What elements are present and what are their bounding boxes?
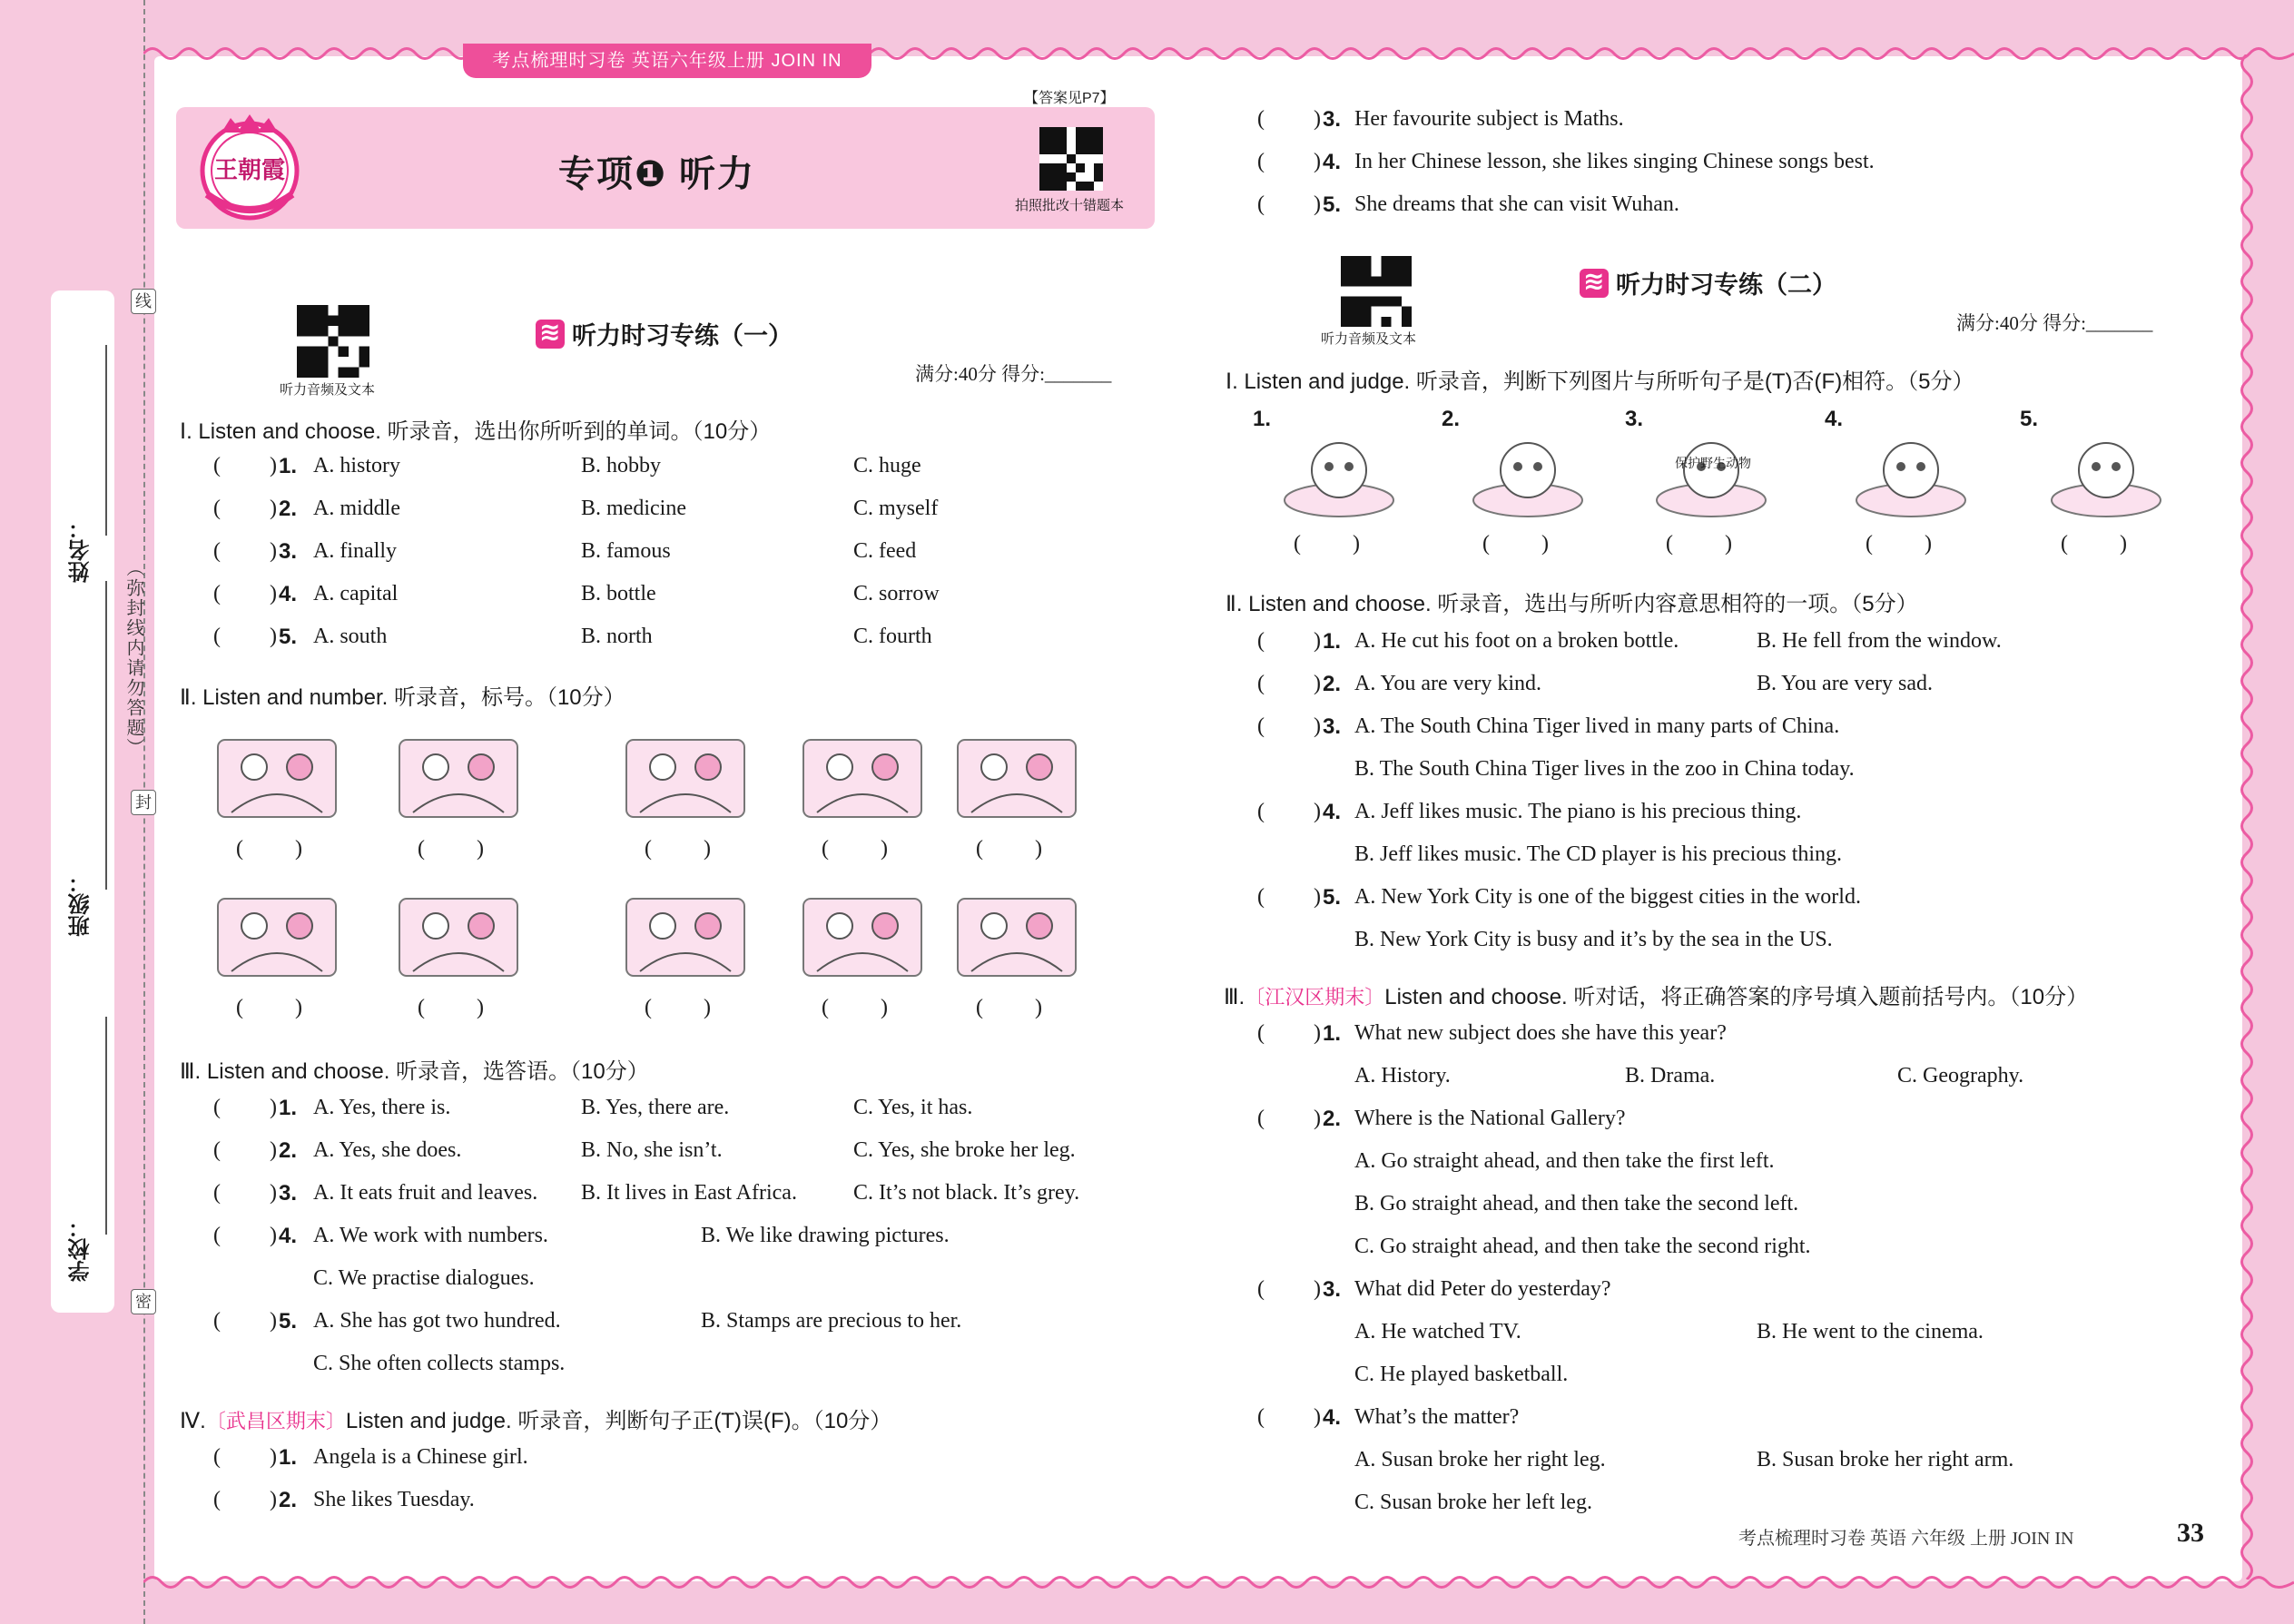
school-field[interactable]	[105, 1017, 107, 1235]
answer-blank[interactable]: (	[1257, 1277, 1265, 1301]
answer-blank-close: )	[270, 1488, 277, 1511]
option-a: A. The South China Tiger lived in many parts of China.	[1354, 714, 1840, 738]
answer-blank[interactable]: (	[1257, 714, 1265, 738]
audio-qr-caption-left: 听力音频及文本	[280, 382, 376, 398]
part4-num: Ⅳ.	[180, 1409, 206, 1433]
answer-blank[interactable]: (	[236, 837, 243, 861]
option-b: B. medicine	[581, 497, 686, 520]
answer-blank-close: )	[1314, 800, 1321, 823]
grading-qr-code[interactable]	[1039, 127, 1103, 191]
question-number: 2.	[1323, 672, 1342, 696]
section-title-text: 听力时习专练（一）	[572, 322, 793, 349]
question-number: 4.	[1323, 800, 1342, 824]
answer-blank[interactable]: (	[213, 1445, 221, 1469]
children-playing-picture	[390, 885, 527, 985]
option-c: C. myself	[853, 497, 939, 520]
option-a: A. History.	[1354, 1064, 1451, 1088]
option-b: B. The South China Tiger lives in the zoo in China today.	[1354, 757, 1855, 781]
option-b: B. hobby	[581, 454, 662, 477]
question-number: 3.	[1323, 714, 1342, 739]
option-a: A. capital	[313, 582, 399, 605]
tower-bridge-picture	[1843, 423, 1979, 523]
option-b: B. Jeff likes music. The CD player is his precious thing.	[1354, 842, 1843, 866]
score-line-left: 满分:40分 得分:_______	[915, 363, 1112, 385]
option-a: A. middle	[313, 497, 400, 520]
option-b: B. It lives in East Africa.	[581, 1181, 797, 1205]
option-c: C. Susan broke her left leg.	[1354, 1491, 1592, 1514]
answer-blank[interactable]: (	[213, 454, 221, 477]
page-title: 专项❶ 听力	[558, 154, 755, 194]
answer-blank[interactable]: (	[1257, 629, 1265, 653]
class-field[interactable]	[105, 581, 107, 890]
answer-blank[interactable]: (	[213, 1309, 221, 1333]
question-number: 3.	[279, 1181, 298, 1206]
family-dinner-picture	[209, 726, 345, 826]
answer-blank-close: )	[881, 996, 888, 1019]
answer-blank-close: )	[1314, 150, 1321, 173]
audio-qr-code-left[interactable]	[297, 305, 369, 378]
palace-picture	[949, 726, 1085, 826]
answer-blank-close: )	[1314, 1277, 1321, 1301]
option-c: C. We practise dialogues.	[313, 1266, 535, 1290]
question-number: 4.	[279, 1224, 298, 1248]
seal-mark-top: 线	[131, 289, 156, 314]
question-number: 2.	[279, 497, 298, 521]
option-b: B. You are very sad.	[1757, 672, 1933, 695]
option-c: C. Yes, it has.	[853, 1096, 973, 1119]
option-b: B. Susan broke her right arm.	[1757, 1448, 2014, 1471]
question-number: 2.	[1442, 407, 1461, 431]
option-a: A. history	[313, 454, 400, 477]
question-number: 4.	[1825, 407, 1844, 431]
answer-blank-close: )	[1314, 672, 1321, 695]
option-b: B. Drama.	[1625, 1064, 1716, 1088]
answer-blank-close: )	[270, 539, 277, 563]
picture-caption: 保护野生动物	[1675, 456, 1751, 470]
statement: Her favourite subject is Maths.	[1354, 107, 1624, 131]
option-a: A. It eats fruit and leaves.	[313, 1181, 538, 1205]
question-number: 3.	[279, 539, 298, 564]
name-field[interactable]	[105, 345, 107, 536]
option-c: C. feed	[853, 539, 917, 563]
option-b: B. Yes, there are.	[581, 1096, 730, 1119]
option-c: C. Yes, she broke her leg.	[853, 1138, 1076, 1162]
section-icon	[536, 320, 565, 349]
answer-blank[interactable]: (	[418, 837, 425, 861]
option-b: B. No, she isn’t.	[581, 1138, 723, 1162]
option-c: C. Go straight ahead, and then take the second right.	[1354, 1235, 1811, 1258]
option-a: A. Yes, she does.	[313, 1138, 462, 1162]
answer-blank-close: )	[477, 837, 484, 861]
friends-talking-picture	[390, 726, 527, 826]
answer-blank[interactable]: (	[1257, 107, 1265, 131]
answer-blank[interactable]: (	[1257, 1021, 1265, 1045]
wavy-border-bottom	[143, 1572, 2294, 1592]
question-text: What new subject does she have this year?	[1354, 1021, 1727, 1045]
answer-blank-close: )	[270, 1181, 277, 1205]
answer-blank-close: )	[270, 454, 277, 477]
answer-blank[interactable]: (	[1866, 532, 1873, 556]
statement: Angela is a Chinese girl.	[313, 1445, 528, 1469]
question-number: 3.	[1323, 107, 1342, 132]
question-number: 3.	[1323, 1277, 1342, 1302]
answer-blank-close: )	[1314, 192, 1321, 216]
answer-blank-close: )	[1314, 885, 1321, 909]
option-a: A. Jeff likes music. The piano is his precious thing.	[1354, 800, 1802, 823]
option-a: A. south	[313, 625, 388, 648]
answer-blank-close: )	[270, 1138, 277, 1162]
statement: She likes Tuesday.	[313, 1488, 475, 1511]
question-number: 1.	[1323, 629, 1342, 654]
option-c: C. She often collects stamps.	[313, 1352, 566, 1375]
option-b: B. New York City is busy and it’s by the sea in the US.	[1354, 928, 1833, 951]
option-b: B. Stamps are precious to her.	[701, 1309, 962, 1333]
answer-blank[interactable]: (	[213, 1096, 221, 1119]
option-b: B. north	[581, 625, 653, 648]
question-number: 4.	[279, 582, 298, 606]
question-number: 2.	[279, 1138, 298, 1163]
option-b: B. famous	[581, 539, 671, 563]
part3-tag: 〔江汉区期末〕	[1245, 986, 1385, 1009]
answer-blank-close: )	[1314, 1021, 1321, 1045]
answer-blank-close: )	[1314, 714, 1321, 738]
option-c: C. Geography.	[1897, 1064, 2024, 1088]
option-a: A. New York City is one of the biggest cities in the world.	[1354, 885, 1861, 909]
answer-blank[interactable]: (	[822, 996, 829, 1019]
brand-logo	[194, 111, 305, 225]
option-a: A. finally	[313, 539, 397, 563]
grading-qr-caption: 拍照批改十错题本	[1015, 198, 1125, 213]
part2-heading-right: Ⅱ. Listen and choose. 听录音，选出与所听内容意思相符的一项。（5分）	[1226, 592, 1918, 616]
answer-blank[interactable]: (	[1257, 800, 1265, 823]
answer-blank-close: )	[270, 582, 277, 605]
seal-mark-middle: 封	[131, 790, 156, 815]
answer-blank-close: )	[295, 996, 302, 1019]
answer-blank[interactable]: (	[822, 837, 829, 861]
class-label: 班级：	[69, 871, 94, 937]
wavy-border-right	[2237, 54, 2257, 1580]
option-a: A. We work with numbers.	[313, 1224, 548, 1247]
part3-num: Ⅲ.	[1224, 985, 1245, 1009]
answer-blank-close: )	[2120, 532, 2127, 556]
answer-blank-close: )	[1314, 1405, 1321, 1429]
answer-blank[interactable]: (	[418, 996, 425, 1019]
part3-heading-right	[1224, 979, 2088, 1010]
option-a: A. Susan broke her right leg.	[1354, 1448, 1606, 1471]
option-b: B. We like drawing pictures.	[701, 1224, 950, 1247]
question-number: 3.	[1625, 407, 1644, 431]
section-icon	[1580, 269, 1609, 298]
answer-blank[interactable]: (	[1257, 150, 1265, 173]
answer-blank-close: )	[270, 625, 277, 648]
question-number: 1.	[279, 454, 298, 478]
answer-blank[interactable]: (	[2061, 532, 2068, 556]
answer-blank[interactable]: (	[213, 625, 221, 648]
question-number: 2.	[279, 1488, 298, 1512]
gift-box-picture	[209, 885, 345, 985]
seal-mark-bottom: 密	[131, 1289, 156, 1314]
answer-blank-close: )	[704, 996, 711, 1019]
part4-text: Listen and judge. 听录音，判断句子正(T)误(F)。（10分）	[345, 1409, 892, 1433]
tiger-picture	[2038, 423, 2174, 523]
question-number: 1.	[1253, 407, 1272, 431]
audio-qr-caption-right: 听力音频及文本	[1321, 331, 1417, 347]
question-number: 5.	[1323, 192, 1342, 217]
answer-blank[interactable]: (	[213, 582, 221, 605]
answer-blank[interactable]: (	[645, 996, 652, 1019]
question-text: Where is the National Gallery?	[1354, 1107, 1626, 1130]
answer-blank[interactable]: (	[1257, 1107, 1265, 1130]
question-number: 1.	[279, 1445, 298, 1470]
name-label: 姓名：	[69, 517, 94, 583]
option-b: B. He fell from the window.	[1757, 629, 2002, 653]
logo-text: 王朝霞	[213, 157, 286, 184]
question-number: 1.	[279, 1096, 298, 1120]
answer-blank-close: )	[270, 1224, 277, 1247]
answer-blank-close: )	[270, 1309, 277, 1333]
question-number: 2.	[1323, 1107, 1342, 1131]
section-title-text: 听力时习专练（二）	[1616, 271, 1836, 299]
footer-text: 考点梳理时习卷 英语 六年级 上册 JOIN IN	[1738, 1529, 2074, 1549]
audio-qr-code-right[interactable]	[1341, 256, 1412, 327]
option-b: B. He went to the cinema.	[1757, 1320, 1984, 1343]
part3-heading-left: Ⅲ. Listen and choose. 听录音，选答语。（10分）	[180, 1059, 649, 1084]
question-number: 5.	[2020, 407, 2039, 431]
answer-blank-close: )	[1925, 532, 1932, 556]
answer-blank-close: )	[477, 996, 484, 1019]
statement: In her Chinese lesson, she likes singing Chinese songs best.	[1354, 150, 1875, 173]
answer-blank[interactable]: (	[1257, 192, 1265, 216]
answer-blank[interactable]: (	[213, 1224, 221, 1247]
part4-tag: 〔武昌区期末〕	[205, 1410, 346, 1432]
question-number: 5.	[1323, 885, 1342, 910]
part4-heading-left	[180, 1403, 891, 1434]
tiger-picture	[617, 726, 753, 826]
option-b: B. Go straight ahead, and then take the second left.	[1354, 1192, 1799, 1216]
answer-blank[interactable]: (	[213, 1488, 221, 1511]
answer-blank[interactable]: (	[1666, 532, 1673, 556]
wildlife-picture	[1643, 423, 1779, 523]
option-c: C. fourth	[853, 625, 932, 648]
answer-blank[interactable]: (	[213, 1181, 221, 1205]
question-number: 4.	[1323, 1405, 1342, 1430]
option-a: A. He watched TV.	[1354, 1320, 1521, 1343]
football-kids-picture	[794, 885, 930, 985]
answer-blank-close: )	[270, 1445, 277, 1469]
answer-blank-close: )	[270, 1096, 277, 1119]
option-c: C. He played basketball.	[1354, 1363, 1569, 1386]
header-tab: 考点梳理时习卷 英语六年级上册 JOIN IN	[463, 44, 871, 78]
answer-blank[interactable]: (	[1257, 672, 1265, 695]
question-number: 5.	[279, 625, 298, 649]
part1-heading-left: Ⅰ. Listen and choose. 听录音，选出你所听到的单词。（10分）	[180, 419, 772, 444]
option-c: C. sorrow	[853, 582, 940, 605]
answer-blank-close: )	[1035, 837, 1042, 861]
panda-picture	[1460, 423, 1596, 523]
part2-heading-left: Ⅱ. Listen and number. 听录音，标号。（10分）	[180, 685, 625, 710]
option-c: C. It’s not black. It’s grey.	[853, 1181, 1080, 1205]
answer-blank-close: )	[1035, 996, 1042, 1019]
option-b: B. bottle	[581, 582, 656, 605]
option-a: A. He cut his foot on a broken bottle.	[1354, 629, 1679, 653]
answer-blank[interactable]: (	[976, 996, 983, 1019]
answer-blank-close: )	[1314, 629, 1321, 653]
answer-blank[interactable]: (	[213, 1138, 221, 1162]
answer-reference: 【答案见P7】	[1024, 91, 1115, 106]
answer-blank[interactable]: (	[1482, 532, 1490, 556]
answer-blank-close: )	[1353, 532, 1360, 556]
question-number: 1.	[1323, 1021, 1342, 1046]
question-number: 5.	[279, 1309, 298, 1334]
option-c: C. huge	[853, 454, 921, 477]
tower-bridge-picture	[949, 885, 1085, 985]
answer-blank-close: )	[270, 497, 277, 520]
part1-heading-right: Ⅰ. Listen and judge. 听录音，判断下列图片与所听句子是(T)否(F)相符。（5分）	[1226, 369, 1974, 394]
opera-house-picture	[617, 885, 753, 985]
answer-blank[interactable]: (	[236, 996, 243, 1019]
answer-blank-close: )	[704, 837, 711, 861]
page-number: 33	[2177, 1518, 2204, 1548]
answer-blank[interactable]: (	[1294, 532, 1301, 556]
mooncakes-picture	[1271, 423, 1407, 523]
question-text: What did Peter do yesterday?	[1354, 1277, 1611, 1301]
option-a: A. Go straight ahead, and then take the first left.	[1354, 1149, 1775, 1173]
option-a: A. You are very kind.	[1354, 672, 1541, 695]
bus-picture	[794, 726, 930, 826]
question-number: 4.	[1323, 150, 1342, 174]
statement: She dreams that she can visit Wuhan.	[1354, 192, 1679, 216]
question-text: What’s the matter?	[1354, 1405, 1520, 1429]
answer-blank-close: )	[295, 837, 302, 861]
answer-blank-close: )	[1314, 1107, 1321, 1130]
answer-blank[interactable]: (	[213, 539, 221, 563]
answer-blank[interactable]: (	[213, 497, 221, 520]
section-title-right	[1580, 265, 1836, 300]
option-a: A. She has got two hundred.	[313, 1309, 561, 1333]
answer-blank[interactable]: (	[645, 837, 652, 861]
part3-text: Listen and choose. 听对话，将正确答案的序号填入题前括号内。（10分）	[1384, 985, 2089, 1009]
seal-note: （弥封线内请勿答题）	[123, 558, 143, 758]
answer-blank[interactable]: (	[1257, 1405, 1265, 1429]
answer-blank[interactable]: (	[1257, 885, 1265, 909]
section-title-left	[536, 316, 793, 351]
school-label: 学校：	[69, 1216, 94, 1282]
answer-blank-close: )	[881, 837, 888, 861]
score-line-right: 满分:40分 得分:_______	[1956, 312, 2153, 334]
answer-blank[interactable]: (	[976, 837, 983, 861]
answer-blank-close: )	[1725, 532, 1732, 556]
answer-blank-close: )	[1541, 532, 1549, 556]
answer-blank-close: )	[1314, 107, 1321, 131]
option-a: A. Yes, there is.	[313, 1096, 451, 1119]
